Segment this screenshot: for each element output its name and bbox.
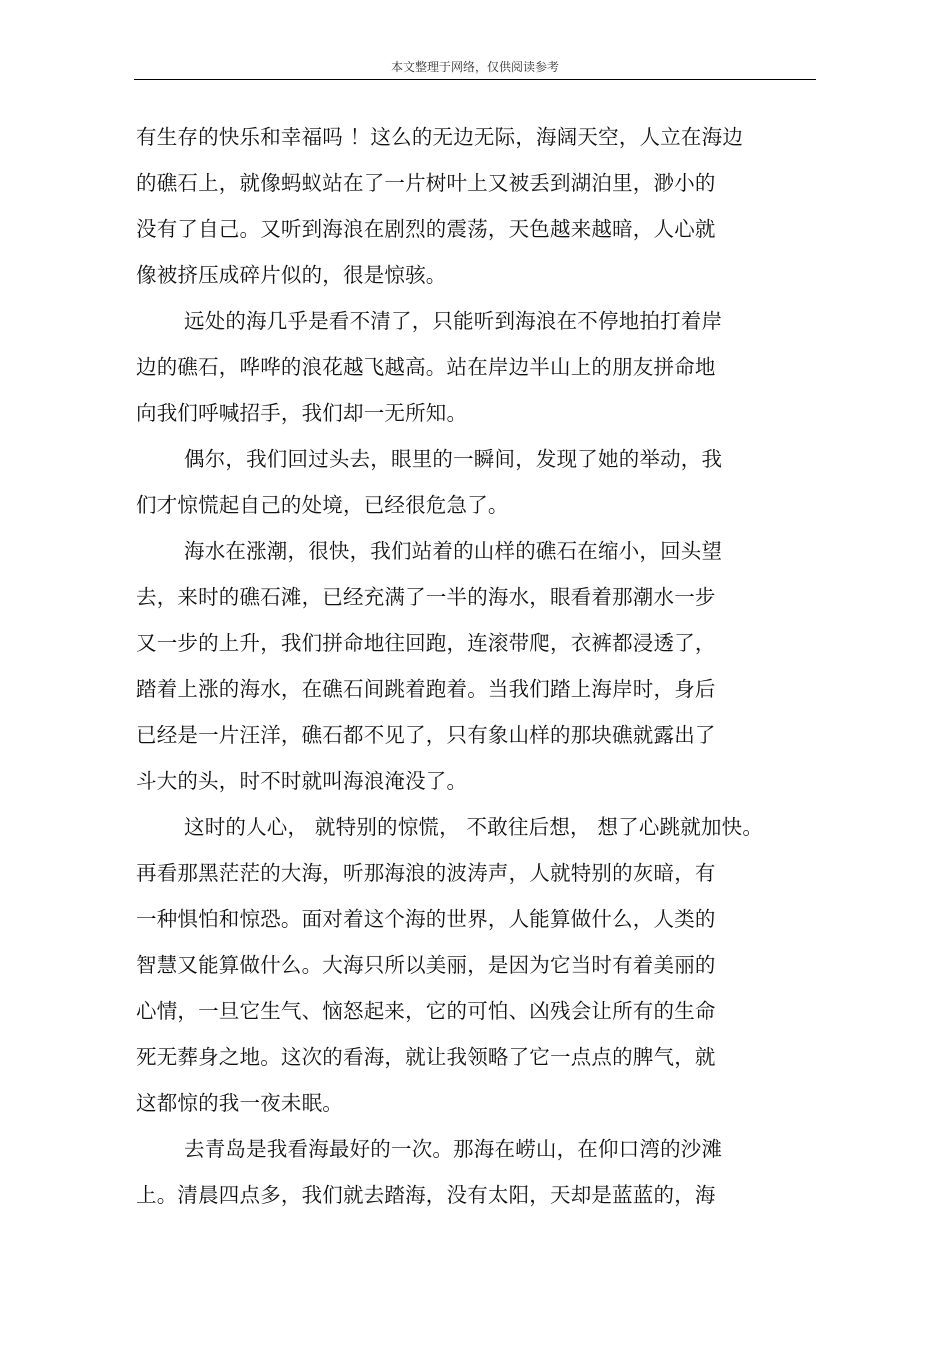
- text-line: 偶尔，我们回过头去，眼里的一瞬间，发现了她的举动，我: [184, 447, 723, 471]
- text-line: 智慧又能算做什么。大海只所以美丽，是因为它当时有着美丽的: [136, 953, 716, 977]
- text-line: 死无葬身之地。这次的看海，就让我领略了它一点点的脾气，就: [136, 1045, 716, 1069]
- page-header: 本文整理于网络，仅供阅读参考: [390, 60, 559, 74]
- text-line: 们才惊慌起自己的处境，已经很危急了。: [136, 493, 509, 517]
- text-line: 又一步的上升，我们拼命地往回跑，连滚带爬，衣裤都浸透了，: [136, 631, 716, 655]
- text-line: 再看那黑茫茫的大海，听那海浪的波涛声，人就特别的灰暗，有: [136, 861, 716, 885]
- text-line: 一种惧怕和惊恐。面对着这个海的世界，人能算做什么，人类的: [136, 907, 716, 931]
- header-rule: [134, 79, 816, 80]
- text-line: 边的礁石，哗哗的浪花越飞越高。站在岸边半山上的朋友拼命地: [136, 355, 716, 379]
- text-line: 的礁石上，就像蚂蚁站在了一片树叶上又被丢到湖泊里，渺小的: [136, 171, 716, 195]
- text-line: 斗大的头，时不时就叫海浪淹没了。: [136, 769, 468, 793]
- text-line: 远处的海几乎是看不清了，只能听到海浪在不停地拍打着岸: [184, 309, 723, 333]
- text-line: 踏着上涨的海水，在礁石间跳着跑着。当我们踏上海岸时，身后: [136, 677, 716, 701]
- text-line: 这时的人心， 就特别的惊慌， 不敢往后想， 想了心跳就加快。: [184, 815, 764, 839]
- text-line: 已经是一片汪洋，礁石都不见了，只有象山样的那块礁就露出了: [136, 723, 716, 747]
- text-line: 去青岛是我看海最好的一次。那海在崂山，在仰口湾的沙滩: [184, 1137, 723, 1161]
- text-line: 有生存的快乐和幸福吗 ！这么的无边无际，海阔天空，人立在海边: [136, 125, 744, 149]
- text-line: 海水在涨潮，很快，我们站着的山样的礁石在缩小，回头望: [184, 539, 723, 563]
- text-line: 去，来时的礁石滩，已经充满了一半的海水，眼看着那潮水一步: [136, 585, 716, 609]
- text-line: 心情，一旦它生气、恼怒起来，它的可怕、凶残会让所有的生命: [136, 999, 716, 1023]
- text-line: 向我们呼喊招手，我们却一无所知。: [136, 401, 468, 425]
- document-body: [136, 114, 816, 1218]
- text-line: 这都惊的我一夜未眠。: [136, 1091, 343, 1115]
- text-line: 上。清晨四点多，我们就去踏海，没有太阳，天却是蓝蓝的，海: [136, 1183, 716, 1207]
- text-line: 没有了自己。又听到海浪在剧烈的震荡，天色越来越暗，人心就: [136, 217, 716, 241]
- text-line: 像被挤压成碎片似的，很是惊骇。: [136, 263, 447, 287]
